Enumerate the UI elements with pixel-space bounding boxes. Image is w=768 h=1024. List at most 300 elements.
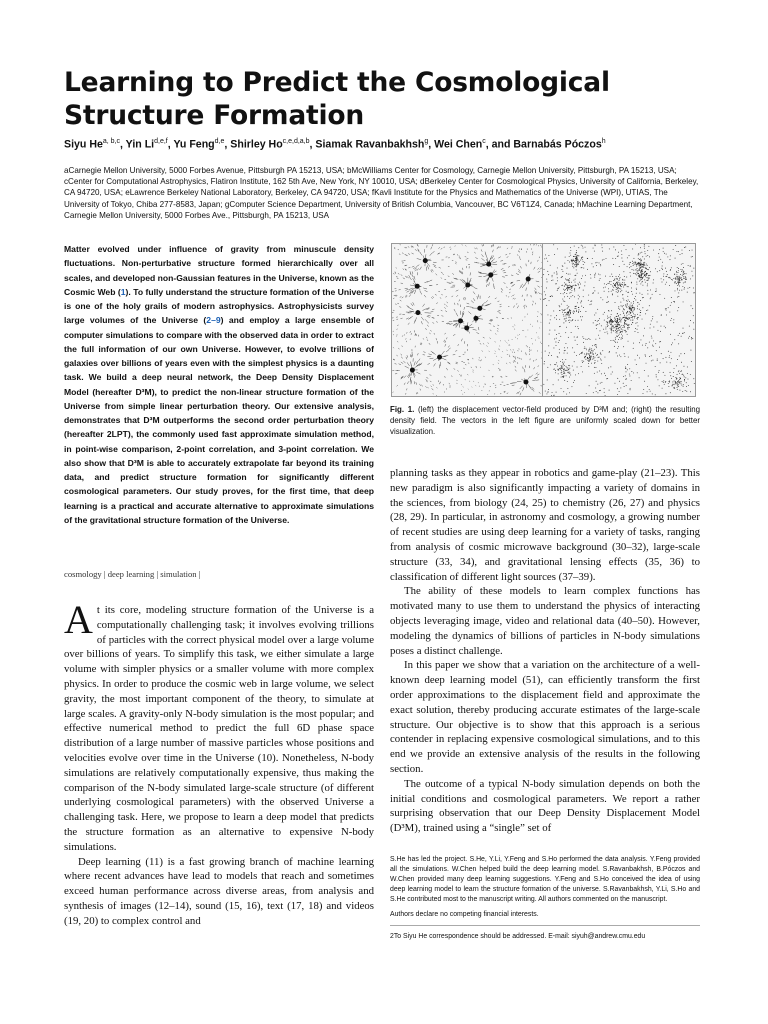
density-particle — [619, 278, 620, 279]
figure-displacement-field — [391, 243, 545, 397]
density-particle — [550, 296, 551, 297]
density-particle — [639, 358, 640, 359]
density-particle — [684, 273, 685, 274]
density-particle — [559, 306, 560, 307]
density-particle — [594, 287, 595, 288]
density-particle — [621, 325, 622, 326]
displacement-vector — [459, 374, 460, 375]
displacement-vector — [496, 317, 498, 318]
density-particle — [577, 337, 578, 338]
density-particle — [638, 332, 639, 333]
density-particle — [598, 293, 599, 294]
density-particle — [619, 334, 620, 335]
displacement-vector — [474, 287, 478, 288]
density-particle — [691, 256, 692, 257]
density-particle — [649, 389, 650, 390]
density-particle — [572, 347, 573, 348]
displacement-vector — [407, 388, 408, 390]
displacement-vector — [469, 307, 473, 308]
displacement-vector — [511, 248, 512, 249]
displacement-vector — [418, 359, 420, 361]
density-particle — [633, 258, 634, 259]
density-particle — [640, 283, 641, 284]
displacement-vector — [526, 288, 527, 291]
density-particle — [616, 352, 617, 353]
displacement-vector — [486, 284, 487, 287]
density-particle — [673, 319, 674, 320]
density-particle — [637, 302, 638, 303]
density-particle — [651, 338, 652, 339]
density-particle — [580, 316, 581, 317]
density-particle — [562, 368, 563, 369]
density-particle — [564, 365, 565, 366]
density-particle — [674, 381, 675, 382]
density-particle — [639, 265, 640, 266]
density-particle — [620, 320, 621, 321]
density-particle — [568, 280, 569, 281]
density-particle — [554, 330, 555, 331]
density-particle — [670, 320, 671, 321]
density-particle — [639, 304, 640, 305]
density-particle — [567, 314, 568, 315]
density-particle — [563, 316, 564, 317]
displacement-vector — [417, 268, 419, 270]
density-particle — [655, 394, 656, 395]
density-particle — [594, 290, 595, 291]
density-particle — [680, 282, 681, 283]
author: , Shirley Ho — [224, 138, 283, 151]
displacement-vector — [409, 277, 411, 280]
displacement-vector — [409, 275, 411, 277]
displacement-vector — [527, 376, 530, 380]
displacement-vector — [497, 328, 498, 329]
density-particle — [615, 326, 616, 327]
displacement-vector — [465, 379, 466, 380]
displacement-vector — [519, 256, 520, 258]
density-particle — [683, 272, 684, 273]
body-paragraph: Deep learning (11) is a fast growing branch of machine learning where recent advances have lead to models that reach and sometimes exceed human performance across diverse areas, from analysis and synthesis of images (12–14), sound (15, 16), text (17, 18) and videos (19, 20) to complex control and — [64, 855, 374, 927]
density-particle — [633, 348, 634, 349]
density-particle — [686, 386, 687, 387]
author: Siyu He — [64, 138, 103, 151]
keywords: cosmology | deep learning | simulation | — [64, 569, 201, 579]
density-particle — [668, 386, 669, 387]
density-particle — [623, 376, 624, 377]
displacement-vector — [534, 267, 535, 270]
displacement-vector — [432, 389, 433, 390]
density-particle — [582, 371, 583, 372]
density-particle — [567, 308, 568, 309]
density-particle — [636, 289, 637, 290]
density-particle — [611, 284, 612, 285]
displacement-vector — [490, 330, 492, 331]
density-particle — [677, 310, 678, 311]
density-particle — [638, 317, 639, 318]
density-particle — [613, 247, 614, 248]
density-particle — [633, 372, 634, 373]
displacement-vector — [491, 277, 493, 282]
density-particle — [633, 265, 634, 266]
density-particle — [678, 296, 679, 297]
footnote-divider — [390, 925, 700, 926]
density-particle — [647, 273, 648, 274]
displacement-vector — [488, 303, 491, 304]
density-particle — [589, 385, 590, 386]
density-particle — [561, 372, 562, 373]
density-particle — [640, 247, 641, 248]
density-particle — [694, 383, 695, 384]
density-particle — [599, 323, 600, 324]
density-particle — [583, 307, 584, 308]
density-particle — [585, 251, 586, 252]
density-particle — [601, 373, 602, 374]
density-particle — [625, 368, 626, 369]
displacement-vector — [496, 356, 497, 357]
density-particle — [617, 288, 618, 289]
density-particle — [629, 301, 630, 302]
density-particle — [631, 309, 632, 310]
density-particle — [559, 368, 560, 369]
density-particle — [640, 265, 641, 266]
density-particle — [618, 291, 619, 292]
density-particle — [570, 247, 571, 248]
displacement-vector — [489, 323, 491, 324]
density-particle — [629, 376, 630, 377]
author: , Yin Li — [119, 138, 155, 151]
density-particle — [678, 270, 679, 271]
density-particle — [618, 285, 619, 286]
density-particle — [621, 251, 622, 252]
density-particle — [561, 277, 562, 278]
density-particle — [592, 345, 593, 346]
paper-title: Learning to Predict the Cosmological Structure Formation — [64, 67, 610, 131]
density-particle — [578, 328, 579, 329]
density-particle — [571, 332, 572, 333]
density-particle — [591, 363, 592, 364]
density-particle — [668, 277, 669, 278]
density-particle — [620, 314, 621, 315]
density-particle — [564, 301, 565, 302]
density-particle — [568, 337, 569, 338]
density-particle — [622, 261, 623, 262]
density-particle — [638, 273, 639, 274]
density-particle — [663, 276, 664, 277]
displacement-vector — [406, 332, 407, 333]
density-particle — [619, 321, 620, 322]
density-particle — [615, 383, 616, 384]
density-particle — [564, 370, 565, 371]
density-particle — [605, 332, 606, 333]
displacement-vector — [482, 350, 483, 351]
density-particle — [559, 349, 560, 350]
density-particle — [661, 278, 662, 279]
density-particle — [581, 301, 582, 302]
density-particle — [604, 283, 605, 284]
displacement-vector — [506, 287, 507, 288]
density-particle — [623, 305, 624, 306]
density-particle — [568, 285, 569, 286]
density-particle — [617, 292, 618, 293]
density-particle — [563, 301, 564, 302]
density-particle — [691, 305, 692, 306]
density-particle — [634, 298, 635, 299]
citation-link[interactable]: 2–9 — [206, 315, 221, 326]
displacement-vector — [421, 317, 424, 320]
density-particle — [693, 329, 694, 330]
density-particle — [578, 312, 579, 313]
density-particle — [637, 355, 638, 356]
density-particle — [613, 283, 614, 284]
density-particle — [624, 317, 625, 318]
density-particle — [578, 320, 579, 321]
density-particle — [642, 278, 643, 279]
density-particle — [690, 266, 691, 267]
density-particle — [569, 310, 570, 311]
density-particle — [667, 256, 668, 257]
density-particle — [616, 332, 617, 333]
displacement-vector — [398, 273, 399, 274]
density-particle — [551, 280, 552, 281]
density-particle — [552, 275, 553, 276]
density-particle — [585, 311, 586, 312]
density-particle — [640, 274, 641, 275]
density-particle — [631, 288, 632, 289]
density-particle — [545, 298, 546, 299]
density-particle — [581, 320, 582, 321]
density-particle — [598, 274, 599, 275]
halo-node — [473, 316, 478, 321]
density-particle — [576, 255, 577, 256]
density-particle — [563, 289, 564, 290]
density-particle — [636, 270, 637, 271]
density-particle — [678, 384, 679, 385]
density-particle — [589, 357, 590, 358]
density-particle — [635, 262, 636, 263]
density-particle — [617, 313, 618, 314]
density-particle — [564, 350, 565, 351]
displacement-vector — [452, 273, 454, 274]
density-particle — [567, 268, 568, 269]
density-particle — [617, 287, 618, 288]
conflict-note: Authors declare no competing financial interests. — [390, 911, 539, 918]
density-particle — [677, 279, 678, 280]
density-particle — [608, 291, 609, 292]
density-particle — [600, 359, 601, 360]
density-particle — [692, 250, 693, 251]
density-particle — [575, 258, 576, 259]
displacement-vector — [445, 344, 446, 346]
density-particle — [620, 288, 621, 289]
density-particle — [642, 294, 643, 295]
density-particle — [636, 364, 637, 365]
density-particle — [544, 299, 545, 300]
displacement-vector — [416, 265, 419, 267]
density-particle — [602, 247, 603, 248]
density-particle — [627, 315, 628, 316]
density-particle — [555, 342, 556, 343]
density-particle — [565, 284, 566, 285]
density-particle — [657, 360, 658, 361]
density-particle — [589, 348, 590, 349]
displacement-vector — [401, 362, 403, 364]
displacement-vector — [428, 363, 430, 364]
density-particle — [559, 305, 560, 306]
density-particle — [574, 337, 575, 338]
density-particle — [665, 308, 666, 309]
density-particle — [638, 263, 639, 264]
density-particle — [590, 278, 591, 279]
displacement-vector — [473, 381, 474, 382]
density-particle — [611, 310, 612, 311]
displacement-vector — [444, 307, 445, 308]
density-particle — [642, 345, 643, 346]
density-particle — [647, 310, 648, 311]
density-particle — [678, 283, 679, 284]
density-particle — [626, 320, 627, 321]
density-particle — [621, 254, 622, 255]
citation-link[interactable]: 1 — [120, 286, 126, 297]
displacement-vector — [471, 301, 474, 303]
density-particle — [612, 294, 613, 295]
density-particle — [561, 365, 562, 366]
density-particle — [570, 312, 571, 313]
vector-field-image — [392, 244, 544, 396]
density-particle — [557, 273, 558, 274]
density-particle — [546, 288, 547, 289]
density-particle — [673, 384, 674, 385]
density-particle — [658, 372, 659, 373]
density-particle — [570, 313, 571, 314]
density-particle — [677, 359, 678, 360]
density-particle — [572, 263, 573, 264]
density-particle — [583, 361, 584, 362]
density-particle — [618, 346, 619, 347]
density-particle — [572, 261, 573, 262]
density-particle — [639, 275, 640, 276]
density-particle — [686, 382, 687, 383]
density-particle — [649, 305, 650, 306]
displacement-vector — [420, 252, 422, 255]
density-particle — [586, 393, 587, 394]
displacement-vector — [473, 298, 475, 301]
displacement-vector — [450, 249, 451, 250]
density-particle — [676, 378, 677, 379]
density-particle — [619, 309, 620, 310]
density-particle — [585, 247, 586, 248]
displacement-vector — [445, 311, 447, 312]
density-particle — [656, 376, 657, 377]
density-particle — [655, 366, 656, 367]
density-particle — [652, 294, 653, 295]
density-particle — [613, 331, 614, 332]
density-particle — [608, 283, 609, 284]
displacement-vector — [421, 385, 422, 387]
density-particle — [669, 380, 670, 381]
density-particle — [616, 316, 617, 317]
density-particle — [583, 261, 584, 262]
density-particle — [554, 338, 555, 339]
author: , and Barnabás Póczos — [485, 138, 602, 151]
density-particle — [626, 307, 627, 308]
displacement-vector — [446, 368, 447, 370]
displacement-vector — [537, 268, 539, 270]
density-particle — [605, 329, 606, 330]
density-particle — [556, 271, 557, 272]
density-particle — [683, 282, 684, 283]
density-particle — [608, 301, 609, 302]
density-particle — [676, 383, 677, 384]
density-particle — [632, 269, 633, 270]
density-particle — [575, 256, 576, 257]
density-particle — [545, 254, 546, 255]
density-particle — [617, 285, 618, 286]
displacement-vector — [515, 366, 516, 368]
displacement-vector — [461, 384, 462, 385]
displacement-vector — [444, 247, 445, 248]
density-particle — [677, 381, 678, 382]
density-particle — [642, 281, 643, 282]
density-particle — [571, 320, 572, 321]
displacement-vector — [397, 341, 398, 342]
density-particle — [657, 359, 658, 360]
density-particle — [545, 391, 546, 392]
density-particle — [659, 270, 660, 271]
displacement-vector — [409, 294, 411, 296]
density-particle — [549, 300, 550, 301]
density-particle — [617, 279, 618, 280]
displacement-vector — [397, 278, 399, 279]
displacement-vector — [410, 285, 415, 286]
density-particle — [628, 327, 629, 328]
density-particle — [680, 269, 681, 270]
density-particle — [581, 306, 582, 307]
displacement-vector — [436, 303, 438, 304]
density-particle — [671, 302, 672, 303]
density-particle — [560, 336, 561, 337]
density-particle — [683, 276, 684, 277]
density-particle — [686, 278, 687, 279]
density-particle — [562, 309, 563, 310]
density-particle — [632, 306, 633, 307]
density-particle — [608, 288, 609, 289]
author-sup: d,e — [214, 138, 225, 145]
density-particle — [594, 277, 595, 278]
density-particle — [548, 274, 549, 275]
density-particle — [631, 315, 632, 316]
displacement-vector — [462, 268, 463, 270]
displacement-vector — [432, 309, 434, 310]
density-particle — [650, 289, 651, 290]
displacement-vector — [512, 385, 515, 386]
density-particle — [672, 385, 673, 386]
density-particle — [627, 319, 628, 320]
displacement-vector — [507, 248, 508, 249]
displacement-vector — [511, 246, 512, 247]
density-particle — [577, 302, 578, 303]
density-particle — [617, 256, 618, 257]
density-particle — [662, 269, 663, 270]
density-particle — [595, 313, 596, 314]
density-particle — [676, 365, 677, 366]
displacement-vector — [433, 393, 434, 394]
displacement-vector — [512, 295, 513, 296]
density-particle — [632, 312, 633, 313]
density-particle — [641, 272, 642, 273]
density-particle — [649, 356, 650, 357]
density-particle — [684, 278, 685, 279]
density-particle — [647, 285, 648, 286]
density-particle — [688, 265, 689, 266]
